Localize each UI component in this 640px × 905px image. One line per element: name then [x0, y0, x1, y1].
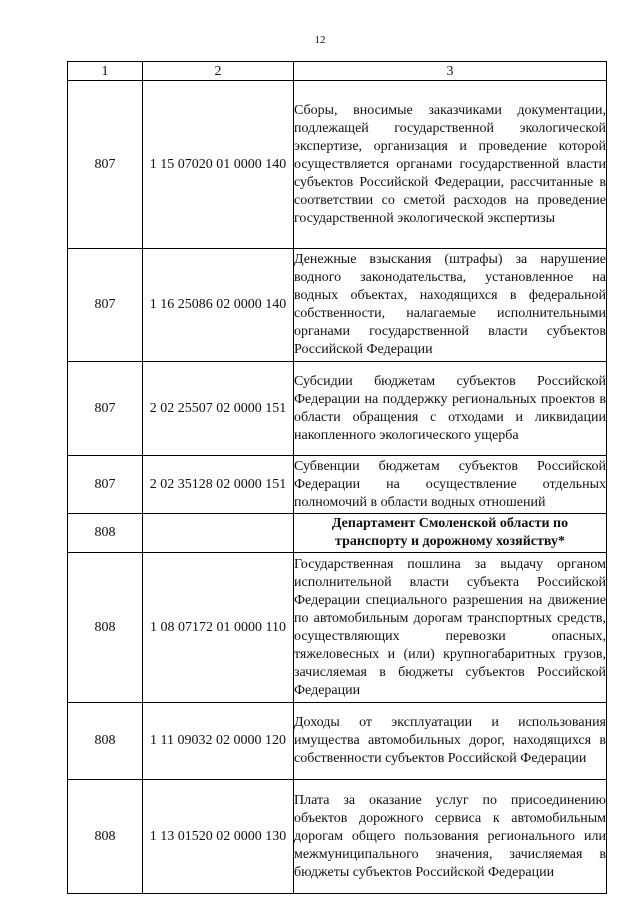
column-header-1: 1 — [68, 62, 143, 81]
description-cell: Денежные взыскания (штрафы) за нарушение водного законодательства, установленное на водных объектах, находящихся в федеральной собственности, налагаемые исполнительными органами государственной власти субъектов Российской Федерации — [294, 249, 607, 362]
budget-code-cell: 1 13 01520 02 0000 130 — [143, 780, 294, 894]
admin-code-cell: 808 — [68, 514, 143, 553]
admin-code-cell: 807 — [68, 456, 143, 514]
budget-code-cell: 1 08 07172 01 0000 110 — [143, 553, 294, 703]
description-cell: Плата за оказание услуг по присоединению объектов дорожного сервиса к автомобильным дорогам общего пользования регионального или межмуниципального значения, зачисляемая в бюджеты субъектов Российской Федерации — [294, 780, 607, 894]
budget-code-cell: 2 02 25507 02 0000 151 — [143, 362, 294, 456]
budget-code-cell: 1 15 07020 01 0000 140 — [143, 81, 294, 249]
budget-code-cell: 1 16 25086 02 0000 140 — [143, 249, 294, 362]
table-row — [68, 456, 607, 514]
column-header-3: 3 — [294, 62, 607, 81]
budget-code-cell: 1 11 09032 02 0000 120 — [143, 703, 294, 780]
description-cell: Субсидии бюджетам субъектов Российской Федерации на поддержку региональных проектов в области обращения с отходами и ликвидации накопленного экологического ущерба — [294, 362, 607, 456]
table-row — [68, 553, 607, 703]
column-header-2: 2 — [143, 62, 294, 81]
admin-code-cell: 808 — [68, 553, 143, 703]
table-row — [68, 780, 607, 894]
budget-code-cell — [143, 514, 294, 553]
budget-code-cell: 2 02 35128 02 0000 151 — [143, 456, 294, 514]
description-cell: Доходы от эксплуатации и использования имущества автомобильных дорог, находящихся в собственности субъектов Российской Федерации — [294, 703, 607, 780]
admin-code-cell: 807 — [68, 249, 143, 362]
table-row — [68, 514, 607, 553]
revenue-codes-table — [67, 61, 607, 894]
description-cell: Сборы, вносимые заказчиками документации, подлежащей государственной экологической экспертизе, организация и проведение которой осуществляется органами государственной власти субъектов Российской Федерации, рассчитанные в соответствии со сметой расходов на проведение государственной экологической экспертизы — [294, 81, 607, 249]
admin-code-cell: 807 — [68, 81, 143, 249]
table-row — [68, 81, 607, 249]
description-cell: Субвенции бюджетам субъектов Российской Федерации на осуществление отдельных полномочий в области водных отношений — [294, 456, 607, 514]
admin-code-cell: 808 — [68, 703, 143, 780]
admin-code-cell: 807 — [68, 362, 143, 456]
description-cell: Государственная пошлина за выдачу органом исполнительной власти субъекта Российской Федерации специального разрешения на движение по автомобильным дорогам транспортных средств, осуществляющих перевозки опасных, тяжеловесных и (или) крупногабаритных грузов, зачисляемая в бюджеты субъектов Российской Федерации — [294, 553, 607, 703]
table-row — [68, 703, 607, 780]
admin-code-cell: 808 — [68, 780, 143, 894]
table-row — [68, 249, 607, 362]
department-heading-cell: Департамент Смоленской области по транспорту и дорожному хозяйству* — [294, 514, 607, 553]
table-row — [68, 362, 607, 456]
table-header-row — [68, 62, 607, 81]
page-number: 12 — [314, 34, 326, 46]
